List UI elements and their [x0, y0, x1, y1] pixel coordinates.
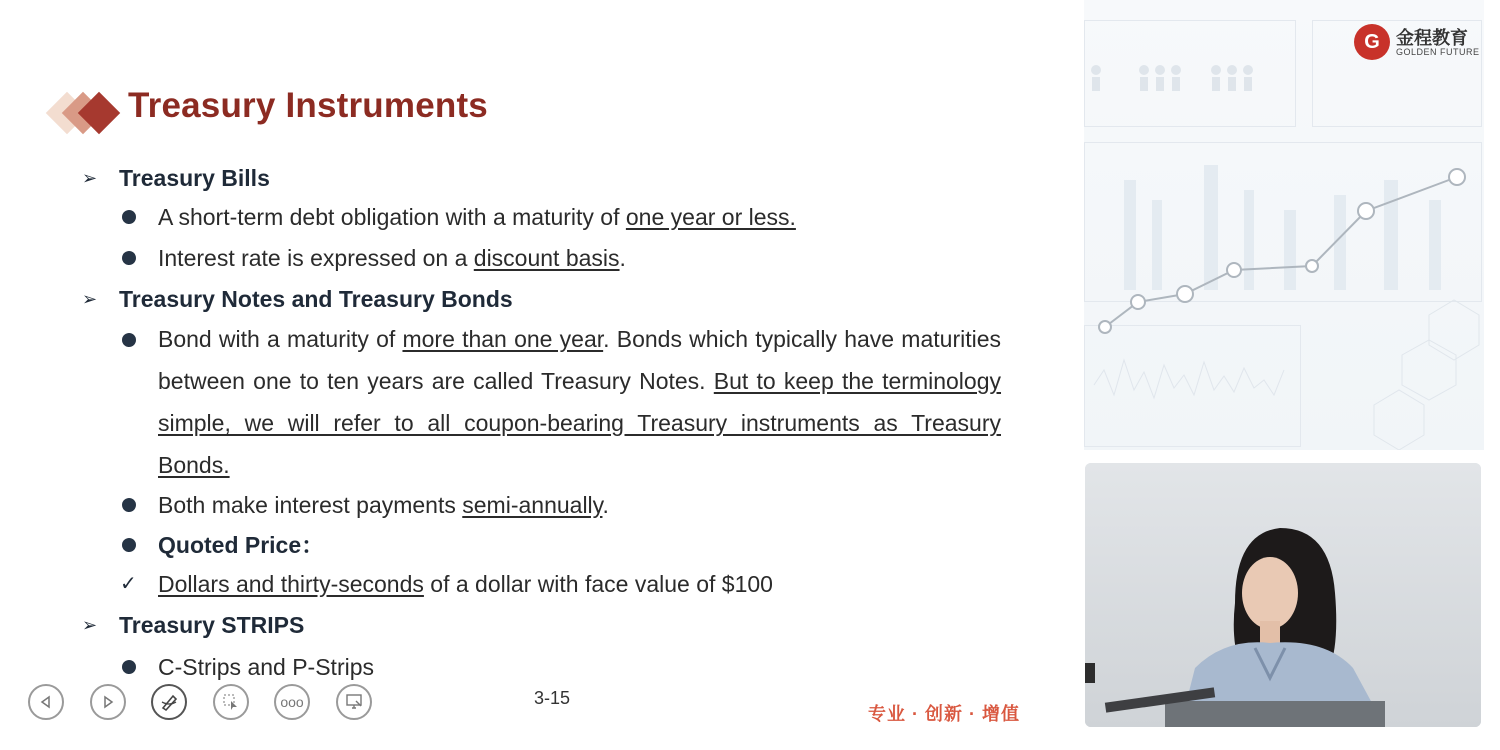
- logo-name-en: GOLDEN FUTURE: [1396, 47, 1480, 57]
- bullet-bills-discount: Interest rate is expressed on a discount basis.: [158, 245, 626, 271]
- prev-slide-button[interactable]: [28, 684, 64, 720]
- heading-treasury-strips: Treasury STRIPS: [119, 612, 305, 638]
- page-number: 3-15: [534, 688, 571, 708]
- heading-treasury-bills: Treasury Bills: [119, 165, 270, 191]
- title-diamond-decoration: [46, 90, 126, 136]
- decorative-infographic-background: [1084, 0, 1484, 450]
- bullet-bills-maturity: A short-term debt obligation with a maturity of one year or less.: [158, 204, 796, 230]
- round-bullet-icon: [122, 251, 136, 265]
- slogan-text: 专业 · 创新 · 增值: [868, 704, 1020, 724]
- bullet-quoted-price: Quoted Price：: [158, 532, 325, 558]
- heading-notes-bonds: Treasury Notes and Treasury Bonds: [119, 286, 513, 312]
- round-bullet-icon: [122, 660, 136, 674]
- presenter-figure: [1085, 463, 1481, 727]
- bullet-dollars-thirty-seconds: Dollars and thirty-seconds of a dollar with face value of $100: [158, 571, 773, 597]
- round-bullet-icon: [122, 538, 136, 552]
- next-icon: [101, 695, 115, 709]
- screen-icon: [344, 692, 364, 712]
- round-bullet-icon: [122, 498, 136, 512]
- arrow-bullet-icon: ➢: [82, 289, 98, 309]
- pointer-icon: [221, 692, 241, 712]
- screen-view-button[interactable]: [336, 684, 372, 720]
- arrow-bullet-icon: ➢: [82, 168, 98, 188]
- next-slide-button[interactable]: [90, 684, 126, 720]
- prev-icon: [39, 695, 53, 709]
- more-options-button[interactable]: [274, 684, 310, 720]
- paragraph-notes-maturity: Bond with a maturity of more than one year. Bonds which typically have maturities between one to ten years are called Treasury Notes. But to keep the terminology simple, we will refer to all coupon-bearing Treasury instruments as Treasury Bonds.: [158, 326, 1002, 478]
- more-icon: ooo: [280, 694, 304, 710]
- golden-future-logo: [1354, 24, 1486, 64]
- bullet-semi-annual: Both make interest payments semi-annually.: [158, 492, 609, 518]
- slide-title-block: [46, 86, 686, 140]
- arrow-bullet-icon: ➢: [82, 615, 98, 635]
- pointer-tool-button[interactable]: [213, 684, 249, 720]
- instructor-webcam-video: [1085, 463, 1481, 727]
- decorative-line-chart: [1084, 0, 1484, 450]
- pen-tool-button[interactable]: [151, 684, 187, 720]
- slide-title: Treasury Instruments: [128, 86, 488, 125]
- logo-seal-icon: G: [1354, 24, 1390, 60]
- logo-name-cn: 金程教育: [1396, 28, 1468, 48]
- checkmark-icon: ✓: [120, 573, 137, 595]
- round-bullet-icon: [122, 333, 136, 347]
- bullet-strips-types: C-Strips and P-Strips: [158, 654, 375, 680]
- pen-icon: [159, 692, 179, 712]
- round-bullet-icon: [122, 210, 136, 224]
